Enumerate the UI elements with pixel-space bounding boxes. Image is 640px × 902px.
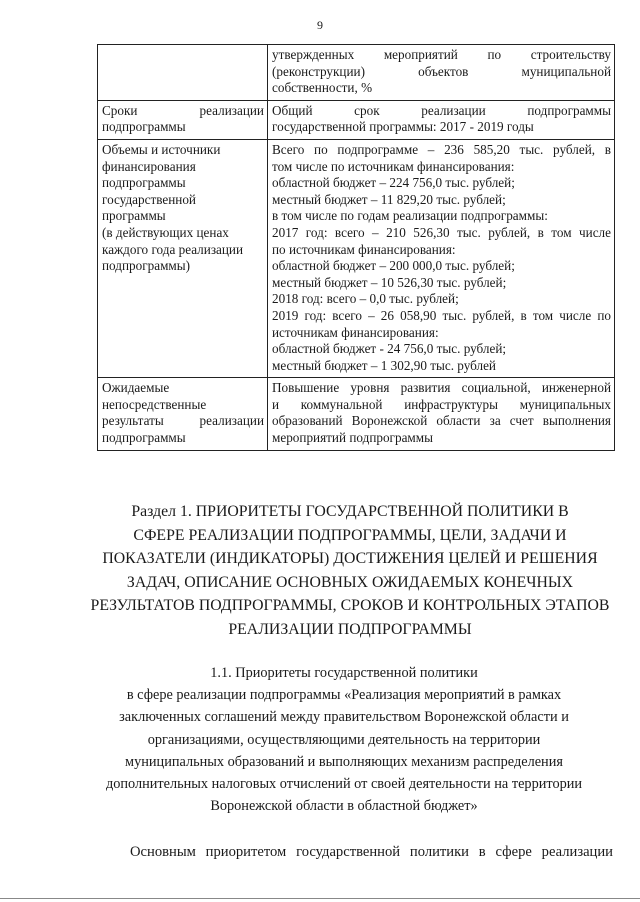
table-cell-value — [268, 45, 615, 101]
label-line: Сроки реализации — [102, 102, 264, 118]
value-line: источникам финансирования: — [272, 324, 439, 340]
value-line: областной бюджет – 200 000,0 тыс. рублей; — [272, 258, 515, 274]
value-line: 2017 год: всего – 210 526,30 тыс. рублей, в том числе — [272, 224, 611, 240]
subsection-title-line: в сфере реализации подпрограммы «Реализация мероприятий в рамках — [126, 687, 562, 704]
subsection-title-line: Воронежской области в областной бюджет» — [210, 798, 478, 815]
value-line: областной бюджет – 224 756,0 тыс. рублей; — [272, 175, 515, 191]
table-row — [98, 100, 615, 139]
value-line: областной бюджет - 24 756,0 тыс. рублей; — [272, 341, 507, 357]
subsection-title-line: организациями, осуществляющими деятельность на территории — [147, 731, 541, 748]
subsection-title-line: муниципальных образований и выполняющих механизм распределения — [125, 753, 563, 770]
label-line: подпрограммы — [102, 175, 186, 191]
table-cell-value — [268, 100, 615, 139]
section-title-line: СФЕРЕ РЕАЛИЗАЦИИ ПОДПРОГРАММЫ, ЦЕЛИ, ЗАДАЧИ И — [133, 526, 567, 544]
label-line: финансирования — [102, 158, 196, 174]
value-line: государственной программы: 2017 - 2019 годы — [272, 119, 534, 135]
subsection-title-line: заключенных соглашений между правительством Воронежской области и — [119, 709, 569, 726]
table-row — [98, 45, 615, 101]
value-line: мероприятий подпрограммы — [272, 430, 433, 446]
label-line: Объемы и источники — [102, 141, 221, 157]
label-line: (в действующих ценах — [102, 224, 229, 240]
label-line: каждого года реализации — [102, 241, 244, 257]
footer-rule — [0, 898, 640, 899]
value-line: местный бюджет – 11 829,20 тыс. рублей; — [272, 191, 506, 207]
label-line: подпрограммы — [102, 119, 186, 135]
subsection-title — [60, 662, 628, 817]
label-line: непосредственные — [102, 396, 207, 412]
value-line: образований Воронежской области за счет выполнения — [272, 413, 611, 429]
value-line: по источникам финансирования: — [272, 241, 456, 257]
subsection-title-line: 1.1. Приоритеты государственной политики — [210, 665, 478, 681]
section-title-line: РЕЗУЛЬТАТОВ ПОДПРОГРАММЫ, СРОКОВ И КОНТРОЛЬНЫХ ЭТАПОВ — [90, 597, 610, 615]
section-title-line: ПОКАЗАТЕЛИ (ИНДИКАТОРЫ) ДОСТИЖЕНИЯ ЦЕЛЕЙ И РЕШЕНИЯ — [102, 550, 598, 568]
table-cell-label — [98, 378, 268, 450]
value-line: местный бюджет – 10 526,30 тыс. рублей; — [272, 274, 507, 290]
table-cell-value — [268, 139, 615, 377]
label-line: подпрограммы) — [102, 258, 191, 274]
section-title-line: Раздел 1. ПРИОРИТЕТЫ ГОСУДАРСТВЕННОЙ ПОЛИТИКИ В — [131, 503, 569, 520]
table-row — [98, 378, 615, 450]
section-title-line: РЕАЛИЗАЦИИ ПОДПРОГРАММЫ — [228, 620, 472, 638]
label-line: Ожидаемые — [102, 380, 170, 396]
subprogram-passport-table — [97, 44, 615, 451]
table-cell-label — [98, 100, 268, 139]
label-line: государственной — [102, 191, 196, 207]
table-row — [98, 139, 615, 377]
value-line: 2019 год: всего – 26 058,90 тыс. рублей, в том числе по — [272, 307, 611, 323]
section-title — [70, 500, 630, 642]
value-line: и коммунальной инфраструктуры муниципальных — [272, 396, 611, 412]
table-cell-value — [268, 378, 615, 450]
value-line: том числе по источникам финансирования: — [272, 158, 515, 174]
value-line: собственности, % — [272, 80, 373, 96]
label-line: подпрограммы — [102, 430, 186, 446]
subsection-title-line: дополнительных налоговых отчислений от своей деятельности на территории — [105, 776, 583, 793]
table-cell-label — [98, 139, 268, 377]
value-line: Всего по подпрограмме – 236 585,20 тыс. рублей, в — [272, 141, 611, 157]
label-line: результаты реализации — [102, 413, 264, 429]
value-line: Повышение уровня развития социальной, инженерной — [272, 380, 611, 396]
value-line: (реконструкции) объектов муниципальной — [272, 63, 611, 79]
section-title-line: ЗАДАЧ, ОПИСАНИЕ ОСНОВНЫХ ОЖИДАЕМЫХ КОНЕЧНЫХ — [126, 573, 574, 591]
value-line: Общий срок реализации подпрограммы — [272, 102, 611, 118]
body-paragraph-start: Основным приоритетом государственной политики в сфере реализации — [130, 844, 613, 860]
table-cell-label — [98, 45, 268, 101]
value-line: 2018 год: всего – 0,0 тыс. рублей; — [272, 291, 459, 307]
label-line: программы — [102, 208, 166, 224]
value-line: местный бюджет – 1 302,90 тыс. рублей — [272, 357, 496, 373]
page-number: 9 — [317, 18, 323, 32]
value-line: утвержденных мероприятий по строительству — [272, 47, 611, 62]
value-line: в том числе по годам реализации подпрограммы: — [272, 208, 548, 224]
